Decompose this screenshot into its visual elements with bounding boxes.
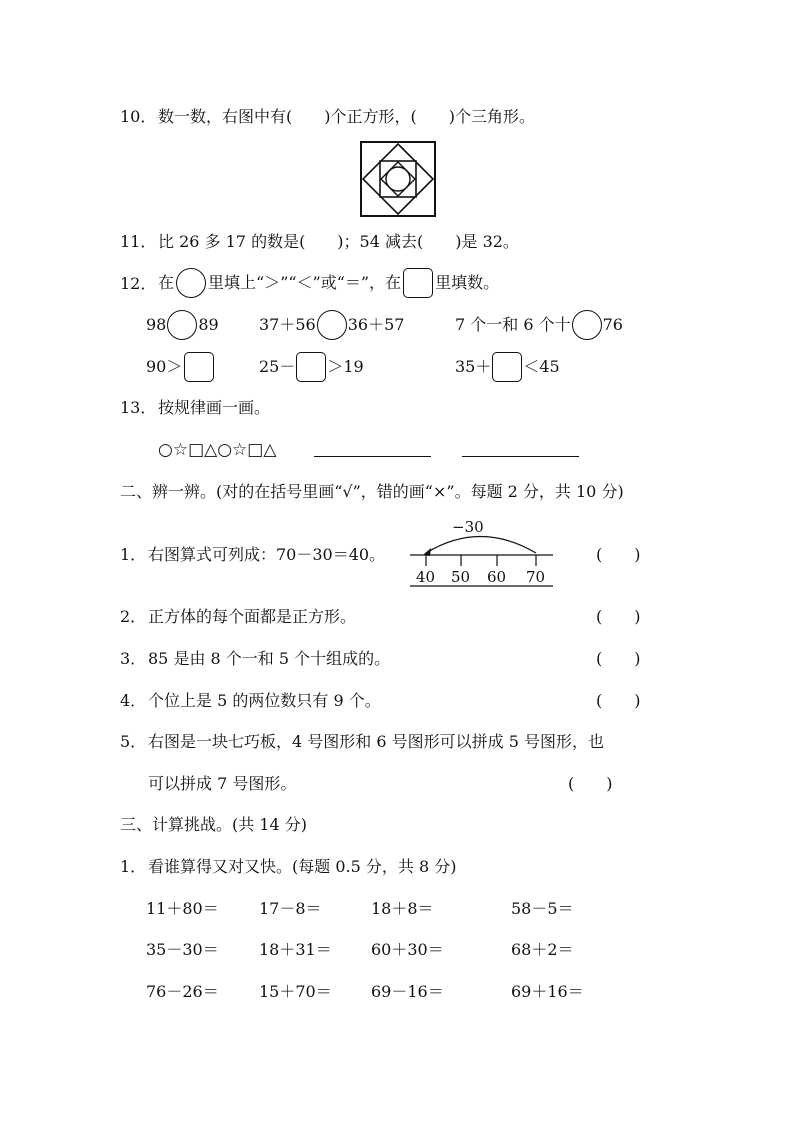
calc-item: 35－30＝ bbox=[146, 940, 219, 959]
q10-text: 数一数，右图中有( )个正方形，( )个三角形。 bbox=[158, 107, 535, 126]
q12-row2-c-right: ＜45 bbox=[523, 357, 560, 376]
fill-square-input[interactable] bbox=[184, 352, 214, 382]
tick-label-40: 40 bbox=[416, 568, 436, 586]
calc-item: 15＋70＝ bbox=[259, 982, 332, 1001]
calc-item: 69＋16＝ bbox=[511, 982, 584, 1001]
tick-label-70: 70 bbox=[526, 568, 546, 586]
q12-row2-b bbox=[259, 352, 364, 382]
q12-instruction bbox=[158, 268, 499, 298]
q10-number: 10． bbox=[120, 107, 157, 126]
pattern-answer-blank-1[interactable] bbox=[314, 438, 431, 457]
q12-row2-b-left: 25－ bbox=[259, 357, 296, 376]
section2-title: 二、辨一辨。(对的在括号里画“√”，错的画“×”。每题 2 分，共 10 分) bbox=[120, 482, 624, 501]
judge4-text: 个位上是 5 的两位数只有 9 个。 bbox=[148, 691, 381, 710]
judge2-text: 正方体的每个面都是正方形。 bbox=[148, 607, 357, 626]
fill-square-input[interactable] bbox=[296, 352, 326, 382]
calc-title: 看谁算得又对又快。(每题 0.5 分，共 8 分) bbox=[148, 857, 457, 876]
judge5-number: 5． bbox=[120, 732, 147, 751]
judge1-number: 1． bbox=[120, 545, 147, 564]
section3-title: 三、计算挑战。(共 14 分) bbox=[120, 815, 308, 834]
q12-row2-b-right: ＞19 bbox=[327, 357, 364, 376]
q12-row1-c-right: 76 bbox=[602, 315, 623, 334]
q11-number: 11． bbox=[120, 232, 157, 251]
square-blank-icon bbox=[403, 268, 433, 298]
q12-row2-a-left: 90＞ bbox=[146, 357, 183, 376]
calc-item: 69－16＝ bbox=[371, 982, 444, 1001]
q12-number: 12． bbox=[120, 274, 157, 293]
circle-blank-icon bbox=[176, 268, 206, 298]
q12-row1-b-left: 37＋56 bbox=[259, 315, 316, 334]
calc-item: 60＋30＝ bbox=[371, 940, 444, 959]
compare-circle-input[interactable] bbox=[167, 310, 197, 340]
judge5-text: 右图是一块七巧板，4 号图形和 6 号图形可以拼成 5 号图形，也 bbox=[148, 732, 604, 751]
judge4-number: 4． bbox=[120, 691, 147, 710]
judge2-answer-paren[interactable]: ( ) bbox=[596, 607, 641, 626]
jump-label: −30 bbox=[452, 518, 484, 536]
q12-row1-c-left: 7 个一和 6 个十 bbox=[455, 315, 571, 334]
q12-row1-b-right: 36＋57 bbox=[347, 315, 405, 334]
judge3-number: 3． bbox=[120, 649, 147, 668]
judge5-answer-paren[interactable]: ( ) bbox=[568, 774, 613, 793]
tick-label-50: 50 bbox=[451, 568, 471, 586]
q12-row1-a-left: 98 bbox=[146, 315, 167, 334]
judge1-answer-paren[interactable]: ( ) bbox=[596, 545, 641, 564]
calc-item: 18＋8＝ bbox=[371, 899, 434, 918]
calc-item: 11＋80＝ bbox=[146, 899, 219, 918]
judge2-number: 2． bbox=[120, 607, 147, 626]
calc-item: 17－8＝ bbox=[259, 899, 322, 918]
judge1-text: 右图算式可列成：70－30＝40。 bbox=[148, 545, 386, 564]
outer-square bbox=[361, 142, 435, 216]
q12-row1-a-right: 89 bbox=[198, 315, 219, 334]
calc-item: 58－5＝ bbox=[511, 899, 574, 918]
q12-row2-c-left: 35＋ bbox=[455, 357, 492, 376]
calc-number: 1． bbox=[120, 857, 147, 876]
diamond-outer bbox=[363, 144, 433, 214]
judge3-text: 85 是由 8 个一和 5 个十组成的。 bbox=[148, 649, 391, 668]
calc-item: 68＋2＝ bbox=[511, 940, 574, 959]
q12-part2: 里填上“＞”“＜”或“＝”，在 bbox=[208, 273, 402, 292]
judge4-answer-paren[interactable]: ( ) bbox=[596, 691, 641, 710]
jump-arc bbox=[426, 537, 536, 554]
q12-row1-b bbox=[259, 310, 404, 340]
q13-number: 13． bbox=[120, 398, 157, 417]
q12-row1-a bbox=[146, 310, 219, 340]
q12-part3: 里填数。 bbox=[435, 273, 500, 292]
inner-circle bbox=[386, 167, 410, 191]
q12-row2-c bbox=[455, 352, 560, 382]
judge5-text-cont: 可以拼成 7 号图形。 bbox=[148, 774, 297, 793]
calc-item: 76－26＝ bbox=[146, 982, 219, 1001]
q12-part1: 在 bbox=[158, 273, 175, 292]
compare-circle-input[interactable] bbox=[317, 310, 347, 340]
compare-circle-input[interactable] bbox=[572, 310, 602, 340]
nested-squares-figure bbox=[360, 141, 436, 217]
pattern-answer-blank-2[interactable] bbox=[462, 438, 579, 457]
q12-row1-c bbox=[455, 310, 623, 340]
q12-row2-a bbox=[146, 352, 214, 382]
tick-label-60: 60 bbox=[487, 568, 507, 586]
calc-item: 18＋31＝ bbox=[259, 940, 332, 959]
q11-text: 比 26 多 17 的数是( )；54 减去( )是 32。 bbox=[158, 232, 519, 251]
q13-pattern: ○☆□△○☆□△ bbox=[158, 440, 277, 460]
fill-square-input[interactable] bbox=[492, 352, 522, 382]
q13-text: 按规律画一画。 bbox=[158, 398, 271, 417]
judge3-answer-paren[interactable]: ( ) bbox=[596, 649, 641, 668]
